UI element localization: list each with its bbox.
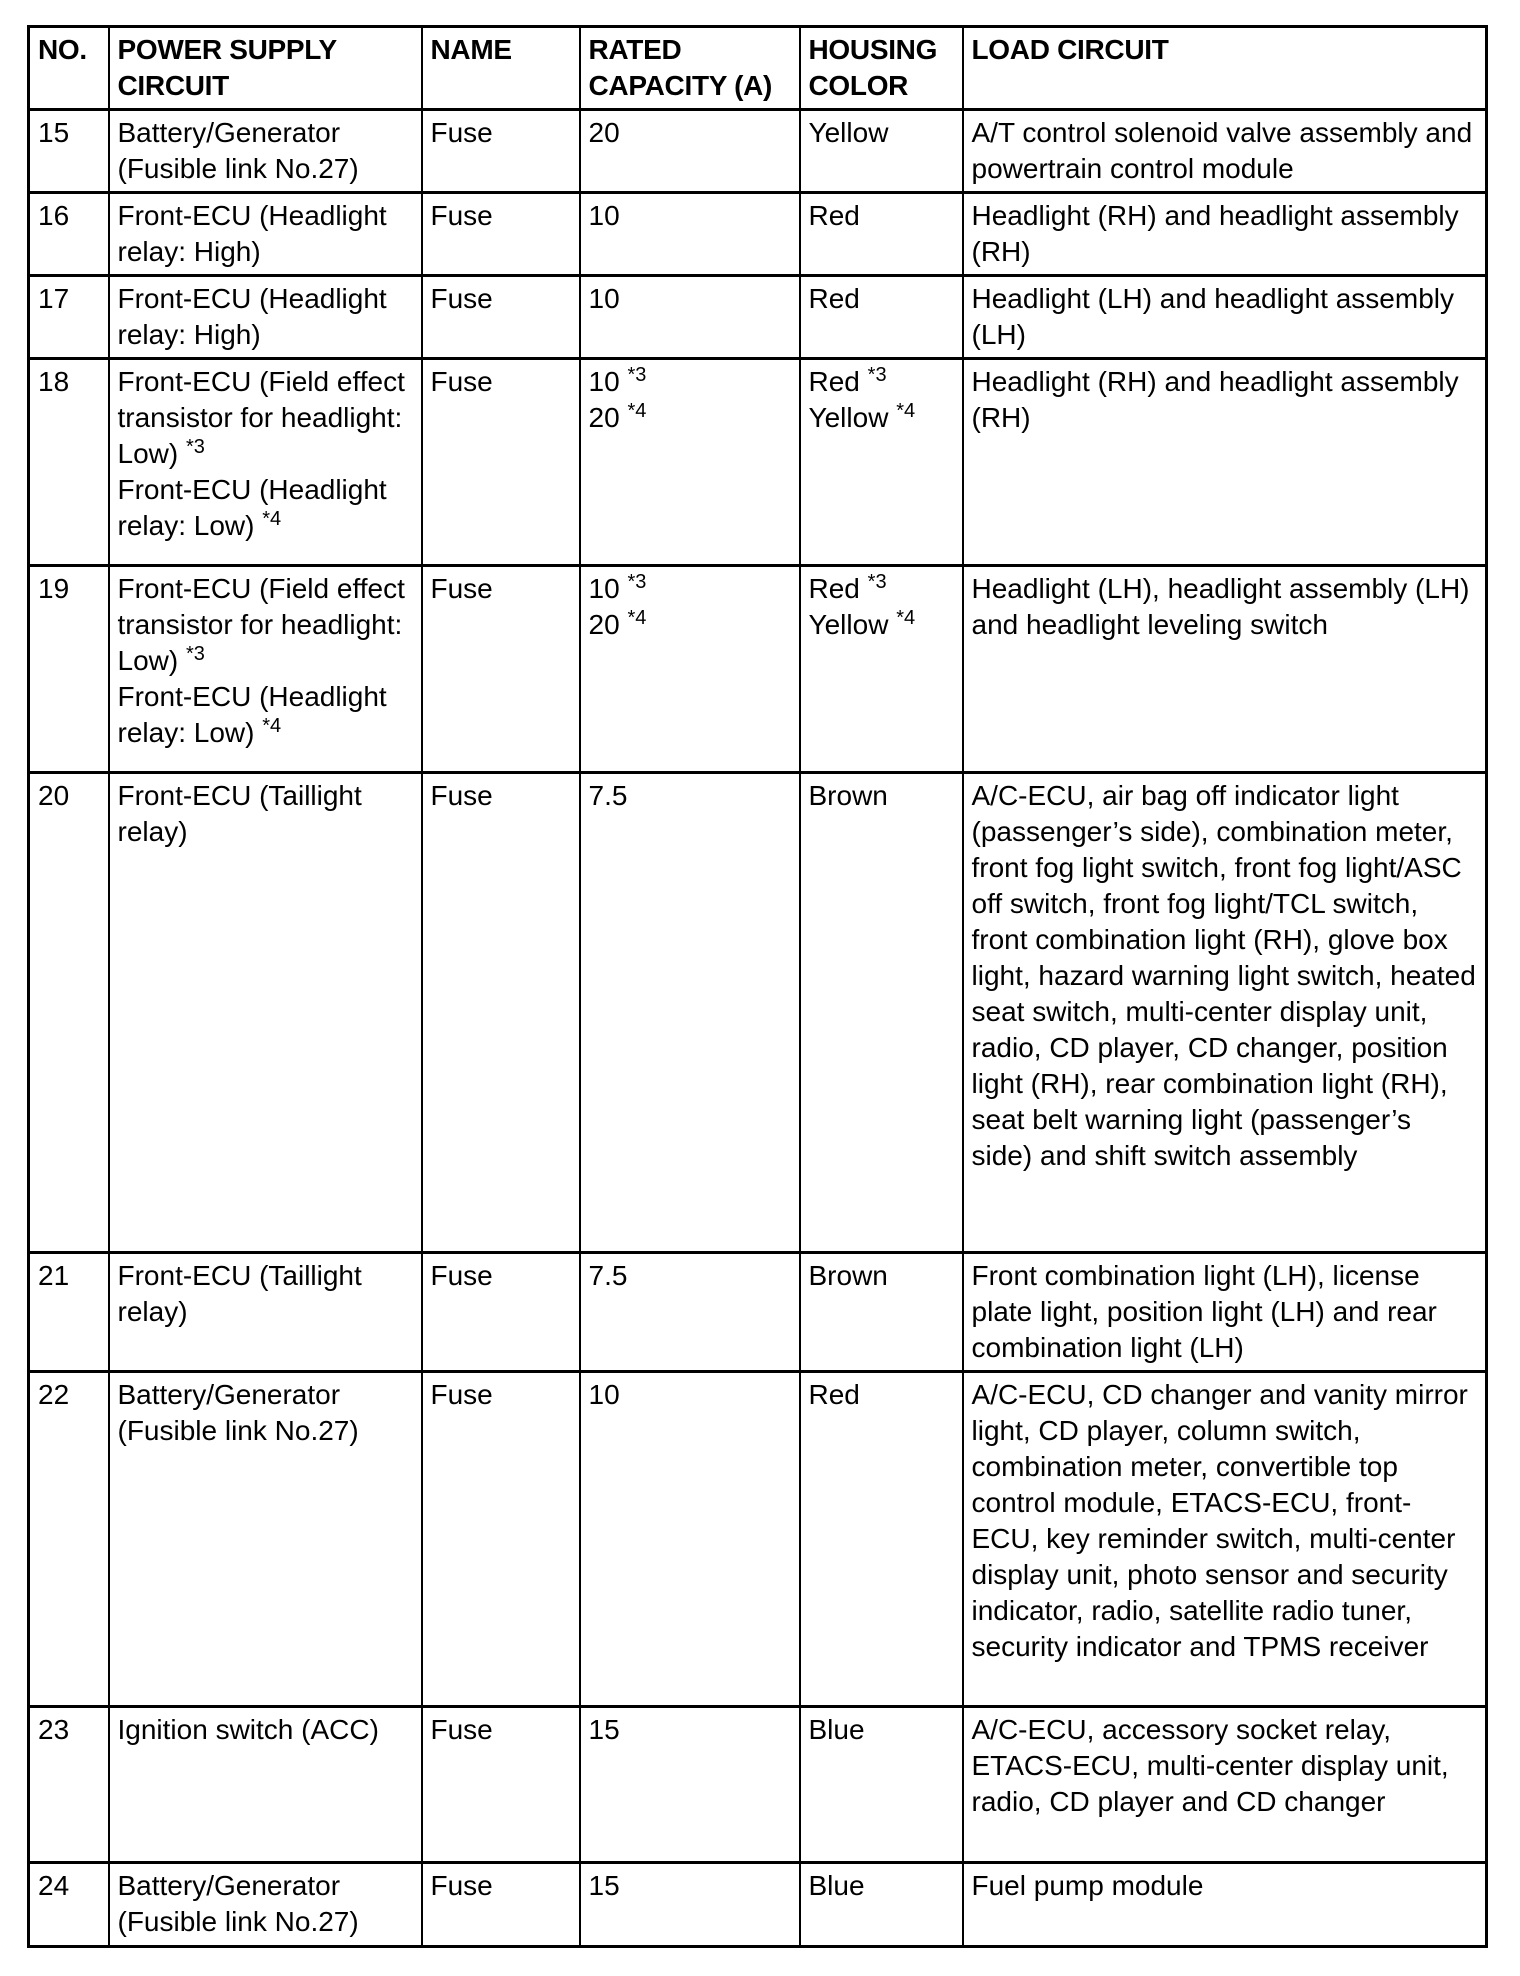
footnote-marker: *3 — [185, 436, 205, 458]
footnote-marker: *3 — [867, 364, 887, 386]
cell-rated-capacity-text: 20 — [588, 117, 620, 148]
cell-power-supply-circuit-text: Battery/Generator (Fusible link No.27) — [117, 1870, 359, 1937]
cell-name: Fuse — [422, 773, 580, 1253]
cell-housing-color — [800, 773, 963, 1253]
cell-no: 21 — [29, 1253, 109, 1372]
cell-rated-capacity-text: 20 — [588, 609, 620, 640]
cell-power-supply-circuit-text: Front-ECU (Headlight relay: Low) — [117, 681, 387, 748]
cell-power-supply-circuit-entry — [118, 364, 413, 472]
cell-rated-capacity-entry — [589, 1712, 791, 1748]
cell-load-circuit: A/C-ECU, air bag off indicator light (passenger’s side), combination meter, front fog light switch, front fog light/ASC off switch, front fog light/TCL switch, front combination light (RH), glove box light, hazard warning light switch, heated seat switch, multi-center display unit, radio, CD player, CD changer, position light (RH), rear combination light (RH), seat belt warning light (passenger’s side) and shift switch assembly — [963, 773, 1487, 1253]
cell-housing-color-text: Yellow — [808, 117, 889, 148]
cell-rated-capacity-entry — [589, 607, 791, 643]
cell-rated-capacity — [580, 1253, 800, 1372]
cell-no: 23 — [29, 1707, 109, 1863]
footnote-marker: *4 — [896, 607, 916, 629]
cell-power-supply-circuit — [109, 1707, 422, 1863]
cell-name: Fuse — [422, 566, 580, 773]
cell-housing-color-entry — [809, 364, 954, 400]
cell-power-supply-circuit — [109, 276, 422, 359]
table-row — [29, 1372, 1487, 1707]
table-row — [29, 566, 1487, 773]
cell-power-supply-circuit-text: Battery/Generator (Fusible link No.27) — [117, 117, 359, 184]
cell-power-supply-circuit-text: Front-ECU (Taillight relay) — [117, 780, 362, 847]
cell-power-supply-circuit-text: Front-ECU (Field effect transistor for headlight: Low) — [117, 573, 405, 676]
cell-name: Fuse — [422, 1372, 580, 1707]
cell-rated-capacity-text: 20 — [588, 402, 620, 433]
cell-rated-capacity — [580, 1863, 800, 1947]
cell-rated-capacity — [580, 566, 800, 773]
cell-housing-color-text: Red — [808, 366, 860, 397]
cell-power-supply-circuit-entry — [118, 1868, 413, 1940]
cell-load-circuit: Headlight (LH) and headlight assembly (LH) — [963, 276, 1487, 359]
cell-power-supply-circuit — [109, 193, 422, 276]
cell-rated-capacity-text: 7.5 — [588, 1260, 628, 1291]
cell-rated-capacity-entry — [589, 571, 791, 607]
cell-power-supply-circuit-text: Front-ECU (Taillight relay) — [117, 1260, 362, 1327]
cell-rated-capacity-text: 10 — [588, 200, 620, 231]
cell-housing-color-entry — [809, 1712, 954, 1748]
cell-power-supply-circuit-entry — [118, 472, 413, 544]
cell-power-supply-circuit-text: Front-ECU (Field effect transistor for headlight: Low) — [117, 366, 405, 469]
header-housing-color: HOUSING COLOR — [800, 27, 963, 110]
cell-power-supply-circuit-entry — [118, 1712, 413, 1748]
table-row — [29, 276, 1487, 359]
cell-housing-color — [800, 1253, 963, 1372]
cell-housing-color-entry — [809, 607, 954, 643]
cell-power-supply-circuit — [109, 566, 422, 773]
header-load-circuit: LOAD CIRCUIT — [963, 27, 1487, 110]
cell-no: 18 — [29, 359, 109, 566]
cell-rated-capacity-entry — [589, 400, 791, 436]
cell-power-supply-circuit — [109, 1372, 422, 1707]
cell-power-supply-circuit-entry — [118, 1377, 413, 1449]
table-row — [29, 1863, 1487, 1947]
cell-load-circuit: A/C-ECU, CD changer and vanity mirror light, CD player, column switch, combination meter, convertible top control module, ETACS-ECU, front-ECU, key reminder switch, multi-center display unit, photo sensor and security indicator, radio, satellite radio tuner, security indicator and TPMS receiver — [963, 1372, 1487, 1707]
cell-housing-color — [800, 1707, 963, 1863]
cell-power-supply-circuit-entry — [118, 281, 413, 353]
cell-power-supply-circuit-entry — [118, 198, 413, 270]
header-no: NO. — [29, 27, 109, 110]
cell-power-supply-circuit — [109, 110, 422, 193]
header-rated-capacity: RATED CAPACITY (A) — [580, 27, 800, 110]
cell-power-supply-circuit-text: Front-ECU (Headlight relay: High) — [117, 283, 387, 350]
cell-no: 15 — [29, 110, 109, 193]
header-power-supply-circuit: POWER SUPPLY CIRCUIT — [109, 27, 422, 110]
table-row — [29, 193, 1487, 276]
cell-rated-capacity-entry — [589, 364, 791, 400]
cell-rated-capacity-entry — [589, 1868, 791, 1904]
cell-name: Fuse — [422, 276, 580, 359]
table-row — [29, 1707, 1487, 1863]
cell-housing-color-text: Red — [808, 283, 860, 314]
cell-housing-color — [800, 1372, 963, 1707]
cell-housing-color — [800, 359, 963, 566]
cell-rated-capacity — [580, 1372, 800, 1707]
cell-name: Fuse — [422, 193, 580, 276]
cell-housing-color-entry — [809, 198, 954, 234]
cell-housing-color-entry — [809, 1868, 954, 1904]
footnote-marker: *4 — [627, 607, 647, 629]
cell-load-circuit: A/C-ECU, accessory socket relay, ETACS-ECU, multi-center display unit, radio, CD player and CD changer — [963, 1707, 1487, 1863]
cell-housing-color-text: Yellow — [808, 402, 889, 433]
cell-no: 24 — [29, 1863, 109, 1947]
cell-rated-capacity-text: 10 — [588, 573, 620, 604]
footnote-marker: *4 — [262, 508, 282, 530]
cell-housing-color-entry — [809, 400, 954, 436]
cell-name: Fuse — [422, 1707, 580, 1863]
cell-power-supply-circuit-entry — [118, 115, 413, 187]
cell-load-circuit: Headlight (RH) and headlight assembly (RH) — [963, 359, 1487, 566]
cell-rated-capacity-text: 10 — [588, 366, 620, 397]
cell-power-supply-circuit — [109, 1863, 422, 1947]
cell-name: Fuse — [422, 1253, 580, 1372]
footnote-marker: *4 — [627, 400, 647, 422]
cell-rated-capacity — [580, 193, 800, 276]
cell-load-circuit: Front combination light (LH), license plate light, position light (LH) and rear combination light (LH) — [963, 1253, 1487, 1372]
cell-rated-capacity-entry — [589, 1258, 791, 1294]
cell-rated-capacity-text: 15 — [588, 1714, 620, 1745]
footnote-marker: *3 — [627, 364, 647, 386]
cell-housing-color-entry — [809, 571, 954, 607]
footnote-marker: *3 — [627, 571, 647, 593]
cell-power-supply-circuit-text: Battery/Generator (Fusible link No.27) — [117, 1379, 359, 1446]
cell-power-supply-circuit-entry — [118, 1258, 413, 1330]
header-name: NAME — [422, 27, 580, 110]
footnote-marker: *4 — [896, 400, 916, 422]
cell-no: 22 — [29, 1372, 109, 1707]
table-body — [29, 110, 1487, 1947]
cell-housing-color-text: Yellow — [808, 609, 889, 640]
cell-rated-capacity-text: 10 — [588, 283, 620, 314]
cell-housing-color — [800, 193, 963, 276]
cell-name: Fuse — [422, 1863, 580, 1947]
cell-housing-color-entry — [809, 115, 954, 151]
cell-housing-color-text: Red — [808, 200, 860, 231]
cell-no: 17 — [29, 276, 109, 359]
cell-housing-color-text: Red — [808, 573, 860, 604]
cell-rated-capacity-entry — [589, 115, 791, 151]
cell-power-supply-circuit — [109, 1253, 422, 1372]
cell-rated-capacity — [580, 1707, 800, 1863]
fuse-table — [27, 25, 1488, 1948]
cell-power-supply-circuit — [109, 359, 422, 566]
cell-housing-color-text: Brown — [808, 1260, 888, 1291]
cell-housing-color-entry — [809, 1377, 954, 1413]
cell-no: 19 — [29, 566, 109, 773]
cell-name: Fuse — [422, 110, 580, 193]
table-header — [29, 27, 1487, 110]
cell-rated-capacity-text: 10 — [588, 1379, 620, 1410]
cell-no: 16 — [29, 193, 109, 276]
cell-housing-color-text: Blue — [808, 1714, 865, 1745]
cell-name: Fuse — [422, 359, 580, 566]
cell-power-supply-circuit-entry — [118, 778, 413, 850]
cell-rated-capacity-entry — [589, 281, 791, 317]
cell-no: 20 — [29, 773, 109, 1253]
cell-rated-capacity — [580, 276, 800, 359]
cell-housing-color-entry — [809, 1258, 954, 1294]
cell-power-supply-circuit-text: Ignition switch (ACC) — [117, 1714, 379, 1745]
cell-housing-color — [800, 110, 963, 193]
footnote-marker: *4 — [262, 715, 282, 737]
cell-housing-color — [800, 1863, 963, 1947]
cell-housing-color — [800, 566, 963, 773]
cell-housing-color-text: Brown — [808, 780, 888, 811]
cell-power-supply-circuit-text: Front-ECU (Headlight relay: High) — [117, 200, 387, 267]
cell-rated-capacity-text: 15 — [588, 1870, 620, 1901]
cell-load-circuit: Fuel pump module — [963, 1863, 1487, 1947]
cell-rated-capacity — [580, 773, 800, 1253]
table-row — [29, 773, 1487, 1253]
cell-rated-capacity-entry — [589, 778, 791, 814]
cell-housing-color-text: Blue — [808, 1870, 865, 1901]
cell-load-circuit: Headlight (LH), headlight assembly (LH) and headlight leveling switch — [963, 566, 1487, 773]
footnote-marker: *3 — [185, 643, 205, 665]
cell-rated-capacity-text: 7.5 — [588, 780, 628, 811]
cell-rated-capacity-entry — [589, 1377, 791, 1413]
table-row — [29, 1253, 1487, 1372]
cell-rated-capacity — [580, 359, 800, 566]
cell-power-supply-circuit — [109, 773, 422, 1253]
cell-rated-capacity — [580, 110, 800, 193]
cell-rated-capacity-entry — [589, 198, 791, 234]
cell-power-supply-circuit-entry — [118, 679, 413, 751]
table-row — [29, 359, 1487, 566]
cell-housing-color-entry — [809, 778, 954, 814]
cell-power-supply-circuit-entry — [118, 571, 413, 679]
footnote-marker: *3 — [867, 571, 887, 593]
cell-load-circuit: Headlight (RH) and headlight assembly (RH) — [963, 193, 1487, 276]
table-row — [29, 110, 1487, 193]
cell-housing-color — [800, 276, 963, 359]
cell-load-circuit: A/T control solenoid valve assembly and powertrain control module — [963, 110, 1487, 193]
cell-housing-color-entry — [809, 281, 954, 317]
cell-power-supply-circuit-text: Front-ECU (Headlight relay: Low) — [117, 474, 387, 541]
cell-housing-color-text: Red — [808, 1379, 860, 1410]
